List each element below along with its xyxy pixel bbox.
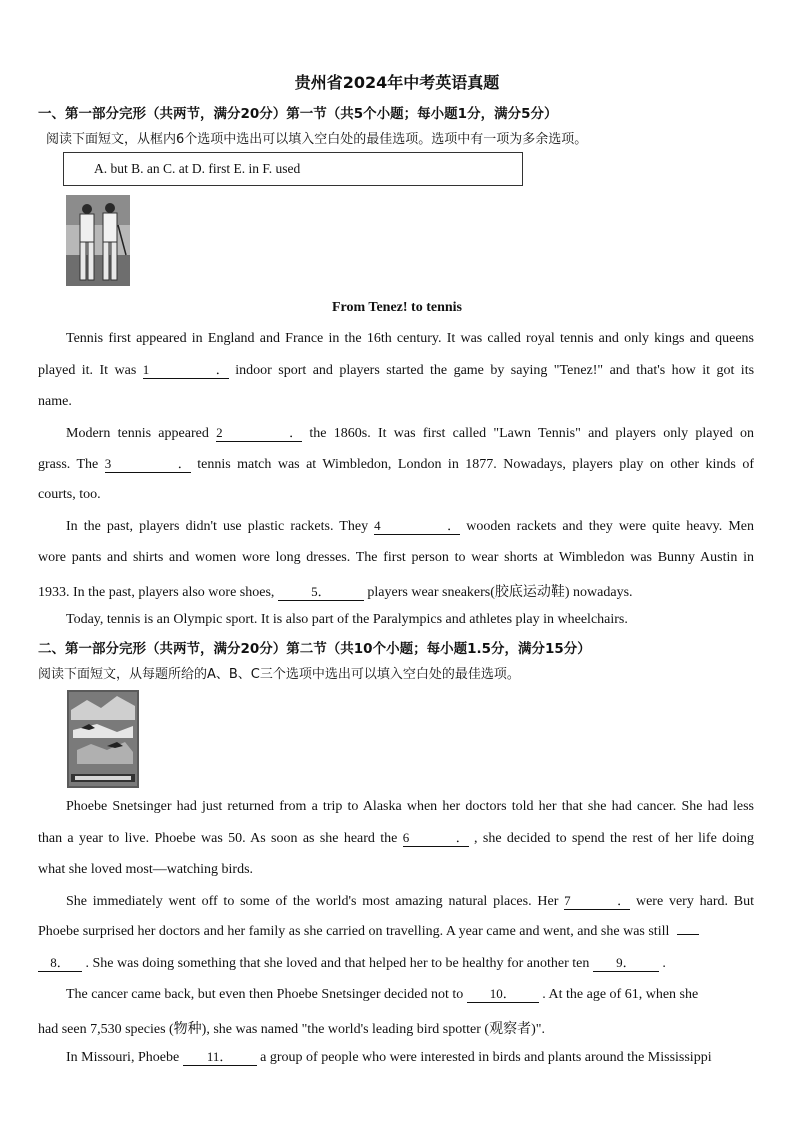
passage1-line-8: wore pants and shirts and women wore long dresses. The first person to wear shorts at Wimbledon was Bunny Austin in (38, 550, 754, 565)
passage2-line-9: In Missouri, Phoebe 11． a group of people who were interested in birds and plants around the Mississippi (66, 1049, 712, 1065)
passage2-line-5: Phoebe surprised her doctors and her family as she carried on travelling. A year came and went, and she was still (38, 924, 754, 940)
passage1-line-10: Today, tennis is an Olympic sport. It is also part of the Paralympics and athletes play in wheelchairs. (66, 612, 628, 627)
passage2-line-6: 8． . She was doing something that she loved and that helped her to be healthy for another ten 9． . (38, 955, 754, 972)
passage2-line-1: Phoebe Snetsinger had just returned from a trip to Alaska when her doctors told her that she had cancer. She had less (66, 799, 754, 814)
passage2-line-4: She immediately went off to some of the world's most amazing natural places. Her 7． were very hard. But (66, 893, 754, 909)
passage1-line-1: Tennis first appeared in England and France in the 16th century. It was called royal tennis and only kings and queens (66, 331, 754, 346)
blank-4[interactable]: 4． (374, 518, 461, 533)
blank-9[interactable]: 9． (593, 955, 659, 972)
photo-birding-book-cover (67, 690, 139, 788)
part1-heading: 一、第一部分完形（共两节，满分20分）第一节（共5个小题；每小题1分，满分5分） (38, 106, 558, 122)
blank-7[interactable]: 7． (564, 893, 631, 908)
photo-two-tennis-players (66, 195, 130, 286)
passage-title: From Tenez! to tennis (331, 300, 462, 315)
blank-8-start[interactable] (677, 934, 699, 935)
passage2-line-2: than a year to live. Phoebe was 50. As soon as she heard the 6． , she decided to spend the rest of her life doing (38, 830, 754, 846)
passage1-line-5: grass. The 3． tennis match was at Wimbledon, London in 1877. Nowadays, players play on other kinds of (38, 456, 754, 472)
passage1-line-2: played it. It was 1． indoor sport and players started the game by saying "Tenez!" and that's how it got its (38, 362, 754, 378)
blank-11[interactable]: 11． (183, 1049, 257, 1066)
blank-1[interactable]: 1． (142, 362, 229, 377)
part2-heading: 二、第一部分完形（共两节，满分20分）第二节（共10个小题；每小题1.5分，满分15分） (38, 641, 591, 657)
passage2-line-8: had seen 7,530 species (物种), she was named "the world's leading bird spotter (观察者)". (38, 1022, 545, 1037)
blank-5[interactable]: 5． (278, 584, 364, 601)
part1-instruction: 阅读下面短文，从框内6个选项中选出可以填入空白处的最佳选项。选项中有一项为多余选项。 (46, 132, 588, 147)
passage2-line-7: The cancer came back, but even then Phoebe Snetsinger decided not to 10． . At the age of 61, when she (66, 986, 699, 1002)
passage1-line-3: name. (38, 394, 72, 409)
blank-6[interactable]: 6． (402, 830, 469, 845)
blank-8[interactable]: 8． (38, 955, 82, 972)
blank-10[interactable]: 10． (467, 986, 539, 1003)
passage1-line-9: 1933. In the past, players also wore shoes, 5． players wear sneakers(胶底运动鞋) nowadays. (38, 584, 633, 600)
options-box (63, 152, 523, 186)
passage1-line-6: courts, too. (38, 487, 101, 502)
blank-2[interactable]: 2． (216, 425, 303, 440)
passage2-line-3: what she loved most—watching birds. (38, 862, 254, 877)
blank-3[interactable]: 3． (104, 456, 191, 471)
part2-instruction: 阅读下面短文，从每题所给的A、B、C三个选项中选出可以填入空白处的最佳选项。 (38, 667, 520, 682)
options-text: A. but B. an C. at D. first E. in F. used (94, 161, 301, 176)
passage1-line-7: In the past, players didn't use plastic rackets. They 4． wooden rackets and they were quite heavy. Men (66, 518, 754, 534)
page-title: 贵州省2024年中考英语真题 (294, 73, 500, 92)
passage1-line-4: Modern tennis appeared 2． the 1860s. It was first called "Lawn Tennis" and players only played on (66, 425, 754, 441)
